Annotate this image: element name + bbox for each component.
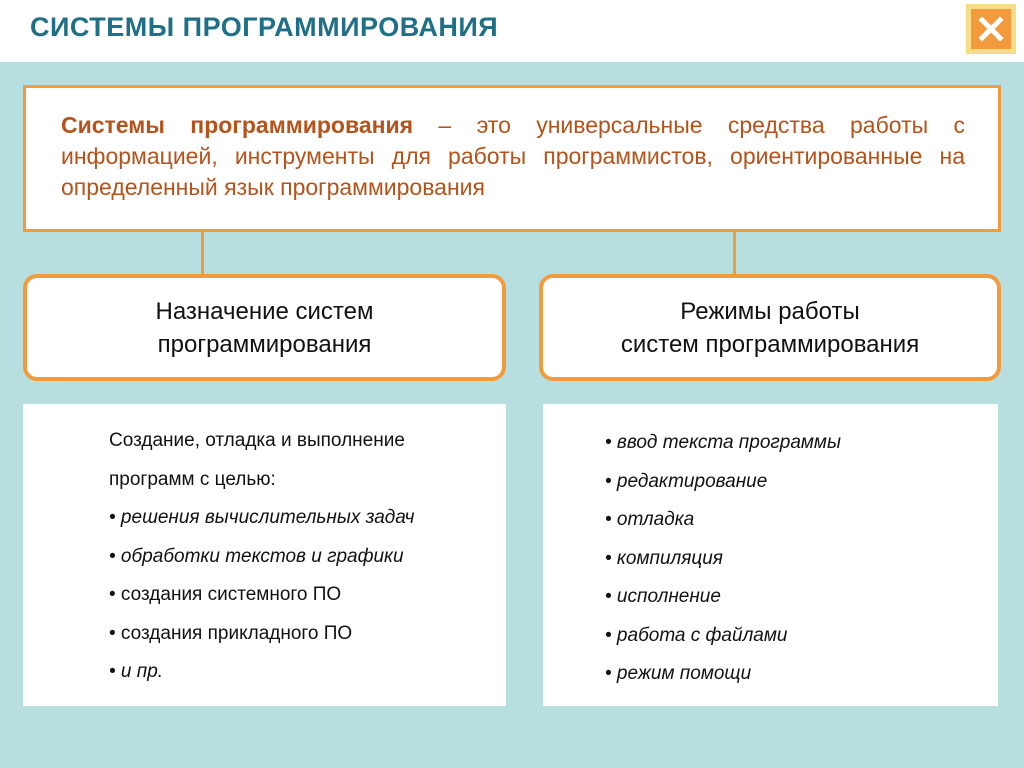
purpose-category-box (23, 274, 506, 381)
purpose-heading-line2: программирования (157, 330, 372, 358)
connector-left (201, 232, 204, 275)
list-item: • создания прикладного ПО (109, 622, 353, 644)
purpose-intro-line2: программ с целью: (109, 468, 276, 490)
definition-term: Системы программирования (61, 112, 414, 138)
page-title: СИСТЕМЫ ПРОГРАММИРОВАНИЯ (30, 12, 499, 42)
list-item: • решения вычислительных задач (109, 507, 415, 528)
list-item: • работа с файлами (605, 624, 788, 646)
list-item: • обработки текстов и графики (109, 545, 404, 567)
modes-heading-line2: систем программирования (620, 330, 920, 358)
list-item: • исполнение (605, 586, 721, 607)
list-item: • режим помощи (605, 663, 752, 684)
definition-text: – это универсальные средства работы с информацией, инструменты для работы программистов, ориентированные на определенный язык программирования (61, 112, 965, 200)
purpose-list-box (23, 404, 506, 706)
list-item: • ввод текста программы (605, 432, 841, 453)
connector-right (733, 232, 736, 275)
list-item: • и пр. (109, 661, 164, 682)
list-item: • компиляция (605, 547, 723, 569)
modes-category-box (539, 274, 1001, 381)
purpose-intro-line1: Создание, отладка и выполнение (109, 430, 405, 451)
modes-heading-line1: Режимы работы (680, 297, 860, 325)
definition-box (23, 85, 1001, 232)
list-item: • создания системного ПО (109, 584, 342, 605)
purpose-heading-line1: Назначение систем (155, 297, 374, 325)
close-button[interactable] (966, 4, 1016, 54)
list-item: • редактирование (605, 470, 768, 492)
list-item: • отладка (605, 509, 695, 530)
header-bar (0, 0, 1024, 62)
modes-list-box (543, 404, 998, 706)
close-icon (971, 9, 1011, 49)
